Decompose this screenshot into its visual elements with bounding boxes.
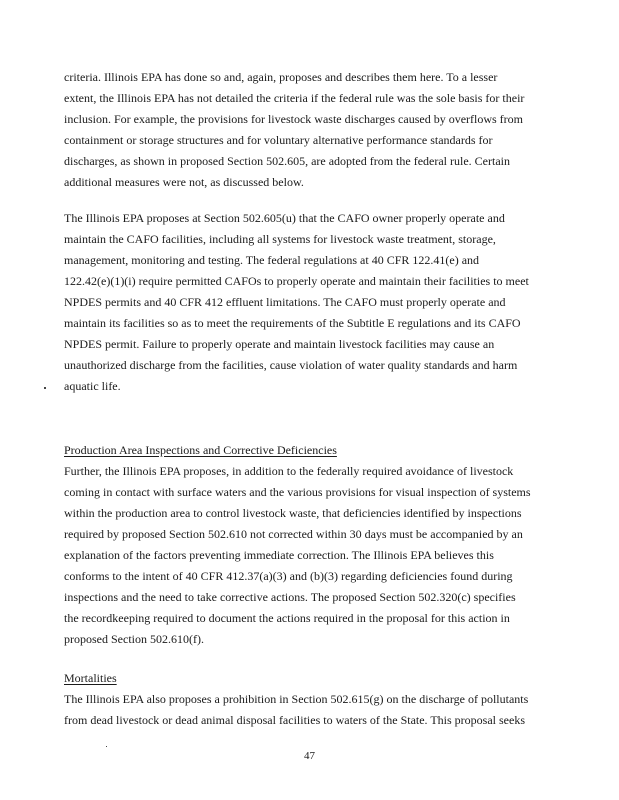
text-line: required by proposed Section 502.610 not corrected within 30 days must be accompanied by an xyxy=(64,527,523,541)
text-line: inspections and the need to take corrective actions. The proposed Section 502.320(c) specifies xyxy=(64,590,516,604)
text-line: criteria. Illinois EPA has done so and, again, proposes and describes them here. To a lesser xyxy=(64,70,498,84)
heading-text: Production Area Inspections and Corrective Deficiencies xyxy=(64,443,337,457)
text-line: containment or storage structures and for voluntary alternative performance standards for xyxy=(64,133,493,147)
text-line: management, monitoring and testing. The federal regulations at 40 CFR 122.41(e) and xyxy=(64,253,480,267)
paragraph-inspections xyxy=(64,461,546,650)
page-number: 47 xyxy=(304,750,315,762)
text-line: NPDES permits and 40 CFR 412 effluent limitations. The CAFO must properly operate and xyxy=(64,295,506,309)
text-line: coming in contact with surface waters and the various provisions for visual inspection of systems xyxy=(64,485,531,499)
section-heading-production xyxy=(64,440,546,461)
heading-text: Mortalities xyxy=(64,671,117,685)
text-line: inclusion. For example, the provisions for livestock waste discharges caused by overflows from xyxy=(64,112,524,126)
text-line: aquatic life. xyxy=(64,379,121,393)
text-line: unauthorized discharge from the facilities, cause violation of water quality standards and harm xyxy=(64,358,518,372)
section-heading-mortalities xyxy=(64,668,546,689)
paragraph-criteria xyxy=(64,67,546,193)
paragraph-mortalities xyxy=(64,689,546,731)
text-line: from dead livestock or dead animal disposal facilities to waters of the State. This proposal seeks xyxy=(64,713,525,727)
text-line: Further, the Illinois EPA proposes, in addition to the federally required avoidance of livestock xyxy=(64,464,514,478)
scan-speck xyxy=(44,387,46,389)
text-line: The Illinois EPA also proposes a prohibition in Section 502.615(g) on the discharge of pollutants xyxy=(64,692,529,706)
text-line: additional measures were not, as discussed below. xyxy=(64,175,304,189)
text-line: within the production area to control livestock waste, that deficiencies identified by inspections xyxy=(64,506,522,520)
text-line: extent, the Illinois EPA has not detailed the criteria if the federal rule was the sole basis for their xyxy=(64,91,525,105)
paragraph-operate-maintain xyxy=(64,208,546,397)
text-line: discharges, as shown in proposed Section 502.605, are adopted from the federal rule. Certain xyxy=(64,154,510,168)
text-line: maintain its facilities so as to meet the requirements of the Subtitle E regulations and its CAFO xyxy=(64,316,521,330)
text-line: 122.42(e)(1)(i) require permitted CAFOs to properly operate and maintain their facilities to meet xyxy=(64,274,529,288)
text-line: the recordkeeping required to document the actions required in the proposal for this action in xyxy=(64,611,510,625)
text-line: conforms to the intent of 40 CFR 412.37(a)(3) and (b)(3) regarding deficiencies found during xyxy=(64,569,513,583)
text-line: proposed Section 502.610(f). xyxy=(64,632,204,646)
text-line: The Illinois EPA proposes at Section 502.605(u) that the CAFO owner properly operate and xyxy=(64,211,505,225)
text-line: explanation of the factors preventing immediate correction. The Illinois EPA believes this xyxy=(64,548,494,562)
text-line: maintain the CAFO facilities, including all systems for livestock waste treatment, storage, xyxy=(64,232,496,246)
text-line: NPDES permit. Failure to properly operate and maintain livestock facilities may cause an xyxy=(64,337,495,351)
